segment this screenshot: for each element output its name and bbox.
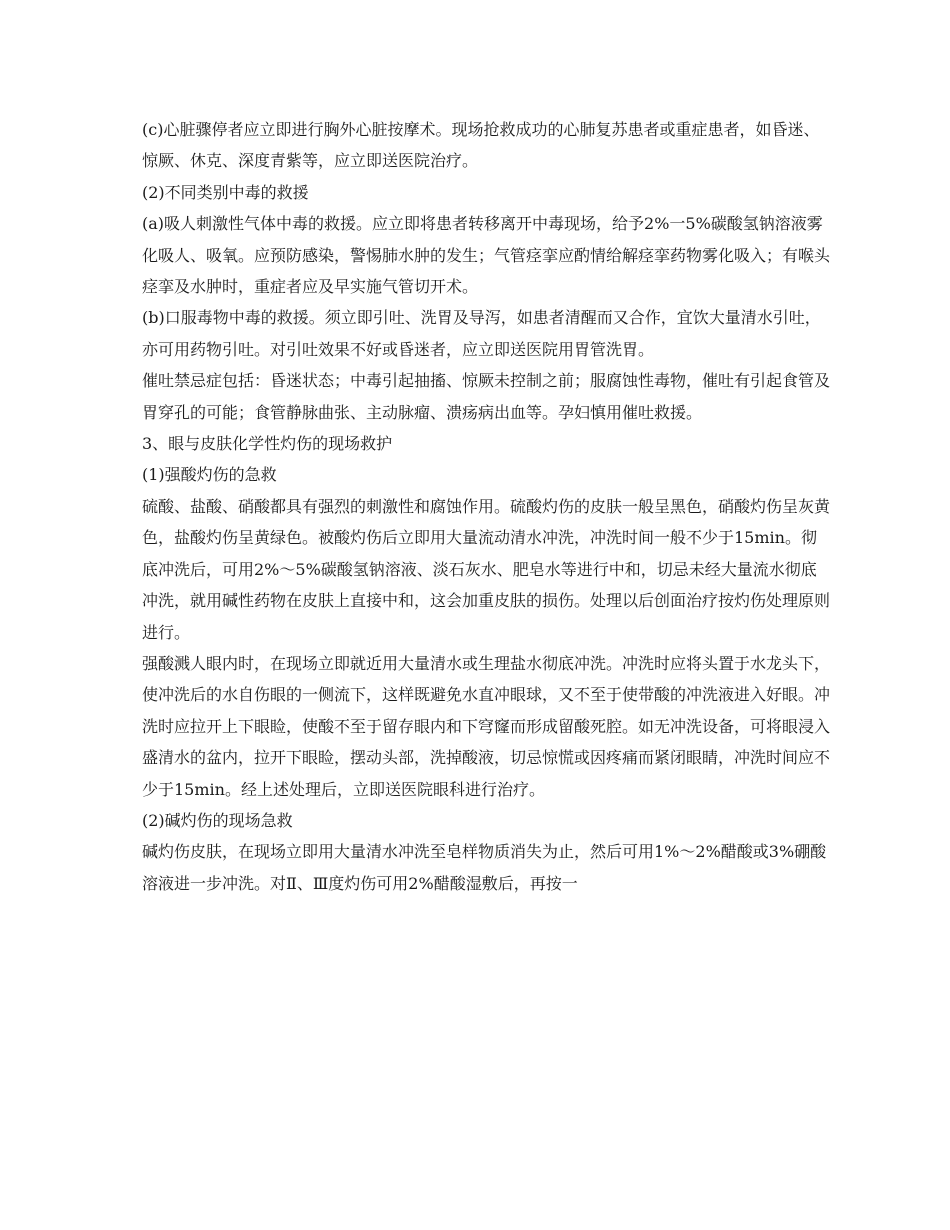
document-body	[142, 114, 832, 899]
heading-poisoning-rescue: (2)不同类别中毒的救援	[142, 182, 309, 202]
heading-alkali-burns: (2)碱灼伤的现场急救	[142, 810, 293, 830]
paragraph-inhalation-poisoning: (a)吸人刺激性气体中毒的救援。应立即将患者转移离开中毒现场，给予2%一5%碳酸氢钠溶液雾化吸人、吸氧。应预防感染，警惕肺水肿的发生；气管痉挛应酌情给解痉挛药物雾化吸入；有喉头痉挛及水肿时，重症者应及早实施气管切开术。	[142, 214, 831, 297]
paragraph-oral-poisoning: (b)口服毒物中毒的救援。须立即引吐、洗胃及导泻，如患者清醒而又合作，宜饮大量清水引吐，亦可用药物引吐。对引吐效果不好或昏迷者，应立即送医院用胃管洗胃。	[142, 308, 821, 359]
heading-chemical-burns: 3、眼与皮肤化学性灼伤的现场救护	[142, 434, 393, 454]
paragraph-alkali-skin-burns: 碱灼伤皮肤，在现场立即用大量清水冲洗至皂样物质消失为止，然后可用1%～2%醋酸或3%硼酸溶液进一步冲洗。对Ⅱ、Ⅲ度灼伤可用2%醋酸湿敷后，再按一	[142, 842, 827, 893]
paragraph-acid-eye-burns: 强酸溅人眼内时，在现场立即就近用大量清水或生理盐水彻底冲洗。冲洗时应将头置于水龙头下，使冲洗后的水自伤眼的一侧流下，这样既避免水直冲眼球，又不至于使带酸的冲洗液进入好眼。冲洗时应拉开上下眼睑，使酸不至于留存眼内和下穹窿而形成留酸死腔。如无冲洗设备，可将眼浸入盛清水的盆内，拉开下眼睑，摆动头部，洗掉酸液，切忌惊慌或因疼痛而紧闭眼睛，冲洗时间应不少于15min。经上述处理后，立即送医院眼科进行治疗。	[142, 653, 831, 799]
paragraph-emesis-contraindications: 催吐禁忌症包括：昏迷状态；中毒引起抽搐、惊厥未控制之前；服腐蚀性毒物，催吐有引起食管及胃穿孔的可能；食管静脉曲张、主动脉瘤、溃疡病出血等。孕妇慎用催吐救援。	[142, 371, 831, 422]
heading-acid-burns: (1)强酸灼伤的急救	[142, 465, 277, 485]
paragraph-acid-skin-burns: 硫酸、盐酸、硝酸都具有强烈的刺激性和腐蚀作用。硫酸灼伤的皮肤一般呈黑色，硝酸灼伤呈灰黄色，盐酸灼伤呈黄绿色。被酸灼伤后立即用大量流动清水冲洗，冲洗时间一般不少于15min。彻底冲洗后，可用2%～5%碳酸氢钠溶液、淡石灰水、肥皂水等进行中和，切忌未经大量流水彻底冲洗，就用碱性药物在皮肤上直接中和，这会加重皮肤的损伤。处理以后创面治疗按灼伤处理原则进行。	[142, 496, 831, 642]
paragraph-cardiac-arrest: (c)心脏骤停者应立即进行胸外心脏按摩术。现场抢救成功的心肺复苏患者或重症患者，如昏迷、惊厥、休克、深度青紫等，应立即送医院治疗。	[142, 120, 820, 171]
